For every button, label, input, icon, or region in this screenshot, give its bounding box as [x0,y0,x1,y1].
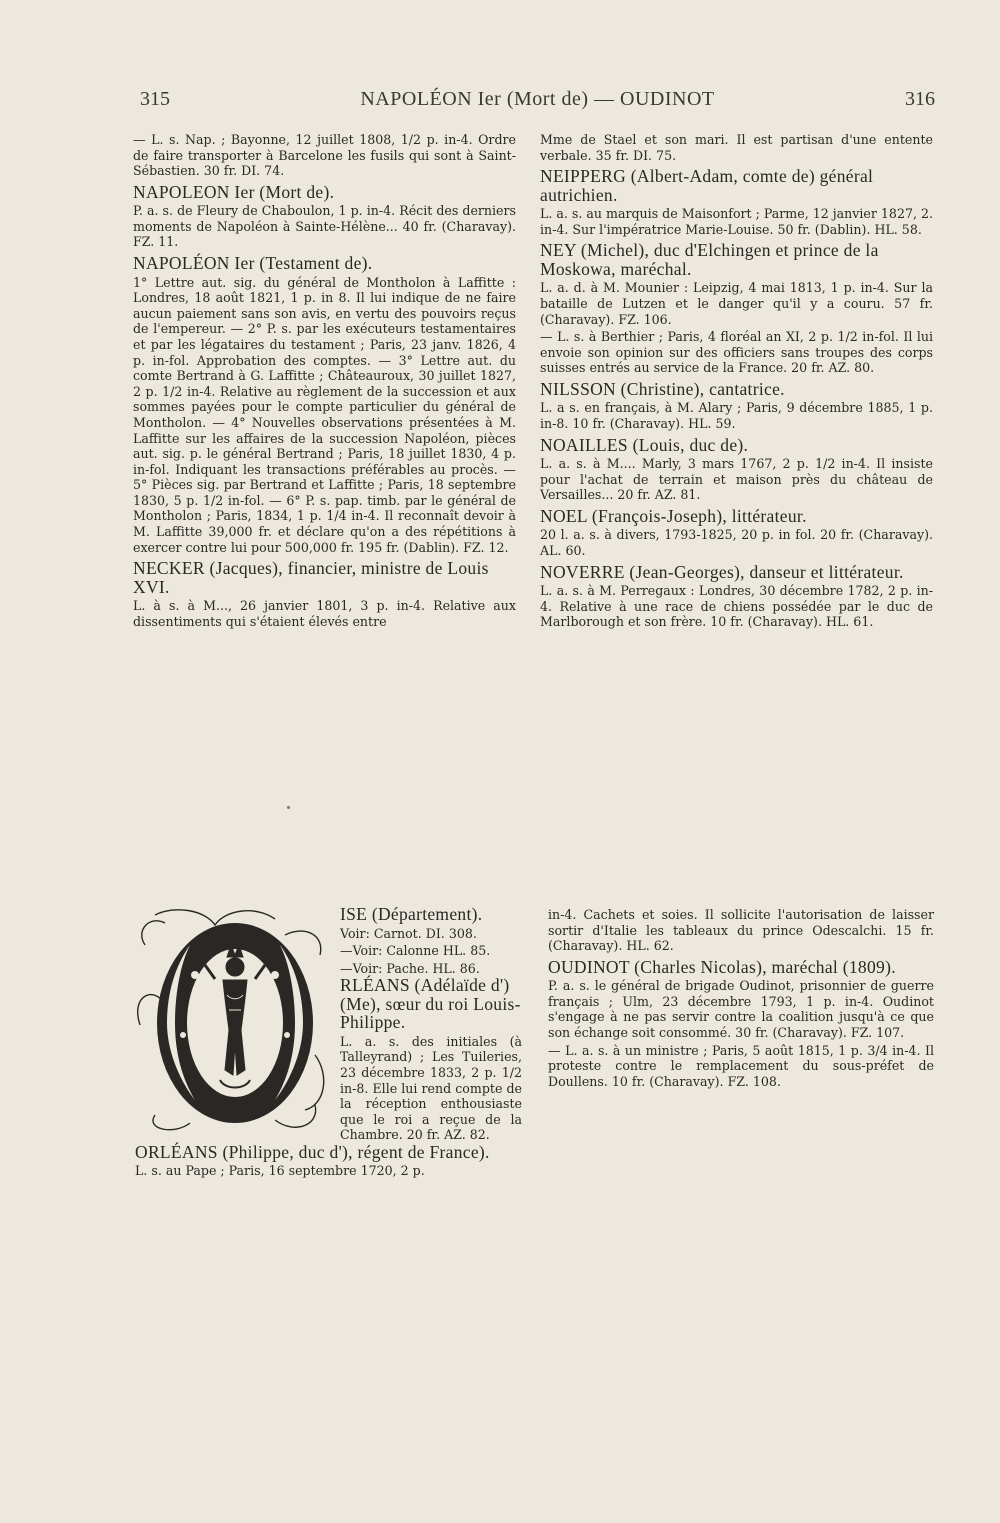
entry-heading: NOVERRE (Jean-Georges), danseur et littérateur. [540,561,904,582]
running-header [140,88,935,118]
entry-text: L. a. s. à M.... Marly, 3 mars 1767, 2 p. 1/2 in-4. Il insiste pour l'achat de terrain et maison près du château de Versailles... 20 fr. AZ. 81. [540,456,933,503]
entry-heading: NEIPPERG (Albert-Adam, comte de) général autrichien. [540,166,874,205]
entry-heading: RLÉANS (Adélaïde d') (Me), sœur du roi Louis-Philippe. [340,975,521,1033]
entry-heading: NILSSON (Christine), cantatrice. [540,378,785,399]
entry-text: 20 l. a. s. à divers, 1793-1825, 20 p. in fol. 20 fr. (Charavay). AL. 60. [540,527,933,558]
entry-heading: NAPOLEON Ier (Mort de). [133,181,335,202]
cross-reference: —Voir: Pache. HL. 86. [340,960,480,976]
entry-text: L. s. au Pape ; Paris, 16 septembre 1720, 2 p. [135,1163,425,1179]
entry-heading: NAPOLÉON Ier (Testament de). [133,253,373,274]
page-number-left: 315 [140,88,170,110]
entry-text: L. a. d. à M. Mounier : Leipzig, 4 mai 1813, 1 p. in-4. Sur la bataille de Lutzen et le danger qu'il y a couru. 57 fr. (Charavay). FZ. 106. [540,280,933,327]
column-4 [548,905,934,1089]
entry-heading: NOEL (François-Joseph), littérateur. [540,505,807,526]
ornamental-initial-o-icon [135,905,335,1135]
entry-text: L. a. s. au marquis de Maisonfort ; Parme, 12 janvier 1827, 2. in-4. Sur l'impératrice Marie-Louise. 50 fr. (Dablin). HL. 58. [540,206,933,237]
running-title: NAPOLÉON Ier (Mort de) — OUDINOT [360,88,715,110]
entry-text: — L. s. à Berthier ; Paris, 4 floréal an XI, 2 p. 1/2 in-fol. Il lui envoie son opinion sur des officiers sans troupes des corps suisses entrés au service de la France. 20 fr. AZ. 80. [540,329,933,376]
entry-text: L. a s. en français, à M. Alary ; Paris, 9 décembre 1885, 1 p. in-8. 10 fr. (Charavay). HL. 59. [540,400,933,432]
entry-heading: NECKER (Jacques), financier, ministre de Louis XVI. [133,558,489,597]
entry-text: 1° Lettre aut. sig. du général de Montholon à Laffitte : Londres, 18 août 1821, 1 p. in 8. Il lui indique de ne faire aucun paiement sans son avis, en vertu des pouvoirs reçus de l'empereur. — 2° P. s. par les exécuteurs testamentaires et par les légataires du testament ; Paris, 23 janv. 1826, 4 p. in-fol. Approbation des comptes. — 3° Lettre aut. du comte Bertrand à G. Laffitte ; Châteauroux, 30 juillet 1827, 2 p. 1/2 in-4. Relative au règlement de la succession et aux sommes payées pour le compte particulier du général de Montholon. — 4° Nouvelles observations présentées à M. Laffitte sur les affaires de la succession Napoléon, pièces aut. sig. p. le général Bertrand ; Paris, 18 juillet 1830, 4 p. in-fol. Indiquant les transactions préférables au procès. — 5° Pièces sig. par Bertrand et Laffitte ; Paris, 18 septembre 1830, 5 p. 1/2 in-fol. — 6° P. s. pap. timb. par le général de Montholon ; Paris, 1834, 1 p. 1/4 in-4. Il reconnaît devoir à M. Laffitte 39,000 fr. et déclare qu'on a des répétitions à exercer contre lui pour 500,000 fr. 195 fr. (Dablin). FZ. 12. [133,274,516,555]
entry-text: L. à s. à M..., 26 janvier 1801, 3 p. in-4. Relative aux dissentiments qui s'étaient élevés entre [133,598,516,629]
column-1 [133,130,516,629]
entry-heading: NOAILLES (Louis, duc de). [540,434,749,455]
entry-heading: OUDINOT (Charles Nicolas), maréchal (1809). [548,956,896,977]
entry-text: in-4. Cachets et soies. Il sollicite l'autorisation de laisser sortir d'Italie les tableaux du prince Odescalchi. 15 fr. (Charavay). HL. 62. [548,907,934,954]
cross-reference: Voir: Carnot. DI. 308. [340,925,477,941]
printer-dot [287,806,290,809]
column-2 [540,130,933,630]
cross-reference: —Voir: Calonne HL. 85. [340,943,491,959]
column-3 [135,905,522,1179]
page-number-right: 316 [905,88,935,110]
entry-text: L. a. s. des initiales (à Talleyrand) ; Les Tuileries, 23 décembre 1833, 2 p. 1/2 in-8. Elle lui rend compte de la réception enthousiaste que le roi a reçue de la Chambre. 20 fr. AZ. 82. [340,1033,522,1143]
entry-text: — L. s. Nap. ; Bayonne, 12 juillet 1808, 1/2 p. in-4. Ordre de faire transporter à Barcelone les fusils qui sont à Saint-Sébastien. 30 fr. DI. 74. [133,132,516,179]
entry-text: L. a. s. à M. Perregaux : Londres, 30 décembre 1782, 2 p. in-4. Relative à une race de chiens possédée par le duc de Marlborough et son frère. 10 fr. (Charavay). HL. 61. [540,583,933,630]
entry-heading: ORLÉANS (Philippe, duc d'), régent de France). [135,1141,490,1162]
entry-text: Mme de Stael et son mari. Il est partisan d'une entente verbale. 35 fr. DI. 75. [540,132,933,163]
entry-text: P. a. s. de Fleury de Chaboulon, 1 p. in-4. Récit des derniers moments de Napoléon à Sainte-Hélène... 40 fr. (Charavay). FZ. 11. [133,203,516,250]
heading-oise: ISE (Département). [340,904,483,924]
entry-heading: NEY (Michel), duc d'Elchingen et prince de la Moskowa, maréchal. [540,240,879,279]
entry-text: — L. a. s. à un ministre ; Paris, 5 août 1815, 1 p. 3/4 in-4. Il proteste contre le remplacement du sous-préfet de Doullens. 10 fr. (Charavay). FZ. 108. [548,1042,934,1089]
entry-text: P. a. s. le général de brigade Oudinot, prisonnier de guerre français ; Ulm, 23 décembre 1793, 1 p. in-4. Oudinot s'engage à ne pas servir contre la coalition jusqu'à ce que son échange soit consommé. 30 fr. (Charavay). FZ. 107. [548,978,934,1041]
